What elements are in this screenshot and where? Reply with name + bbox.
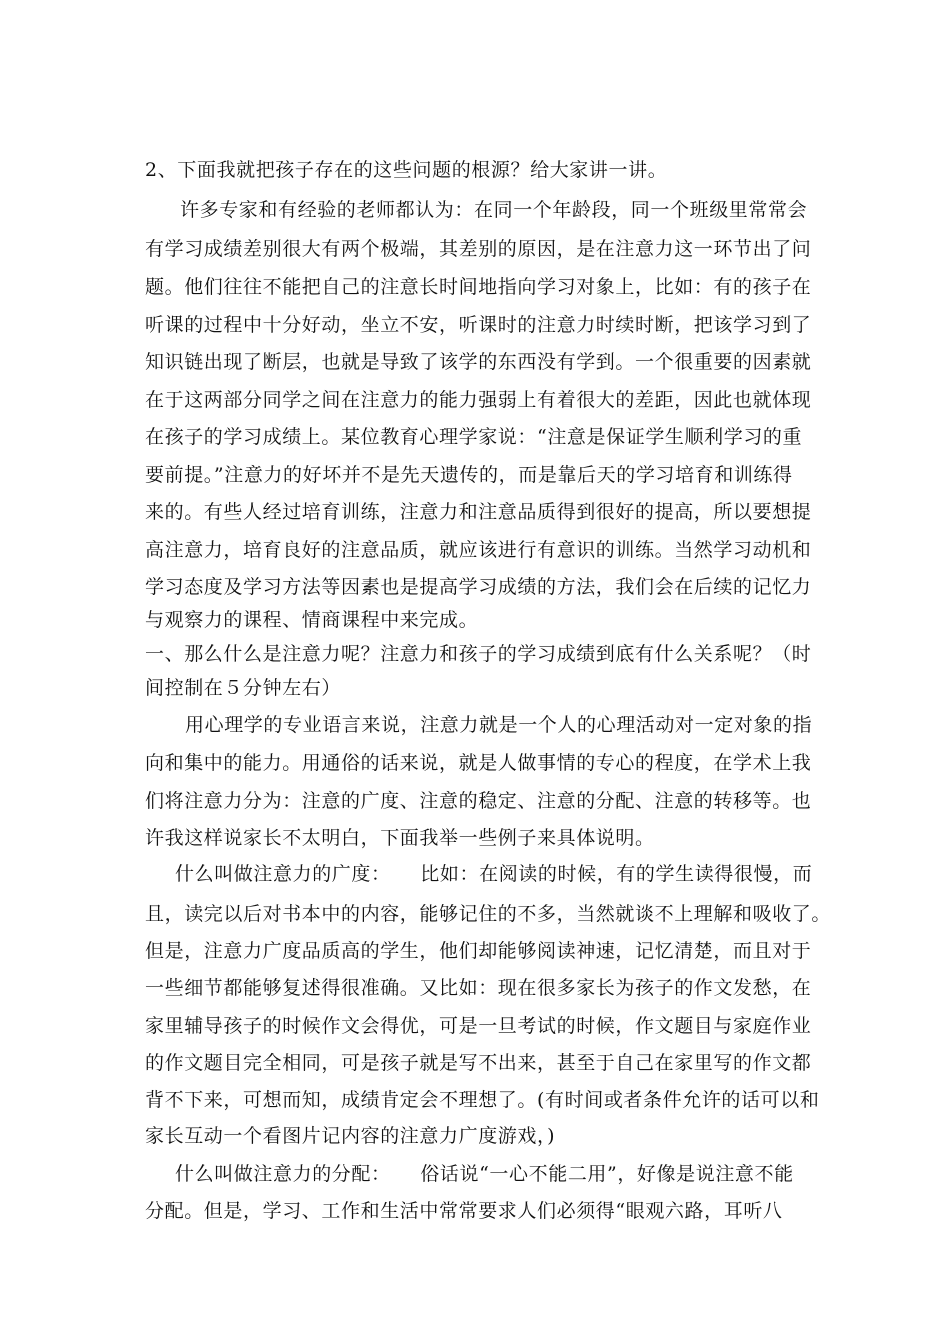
- text-line: 知识链出现了断层，也就是导致了该学的东西没有学到。一个很重要的因素就: [145, 351, 812, 373]
- text-line: 题。他们往往不能把自己的注意长时间地指向学习对象上，比如：有的孩子在: [145, 276, 812, 298]
- text-line: 且，读完以后对书本中的内容，能够记住的不多，当然就谈不上理解和吸收了。: [145, 903, 832, 925]
- text-line: 一些细节都能够复述得很准确。又比如：现在很多家长为孩子的作文发愁，在: [145, 977, 812, 999]
- text-line: 分配。但是，学习、工作和生活中常常要求人们必须得“眼观六路，耳听八: [145, 1200, 783, 1222]
- text-line: 要前提。”注意力的好坏并不是先天遗传的，而是靠后天的学习培育和训练得: [145, 464, 793, 486]
- text-line: 2、下面我就把孩子存在的这些问题的根源？给大家讲一讲。: [145, 159, 668, 181]
- text-line: 高注意力，培育良好的注意品质，就应该进行有意识的训练。当然学习动机和: [145, 539, 812, 561]
- text-line: 背不下来，可想而知，成绩肯定会不理想了。(有时间或者条件允许的话可以和: [145, 1089, 820, 1111]
- text-line: 在于这两部分同学之间在注意力的能力强弱上有着很大的差距，因此也就体现: [145, 389, 812, 411]
- section-heading: 一、那么什么是注意力呢？注意力和孩子的学习成绩到底有什么关系呢？（时: [145, 643, 812, 665]
- text-line: 向和集中的能力。用通俗的话来说，就是人做事情的专心的程度，在学术上我: [145, 752, 812, 774]
- text-line: 有学习成绩差别很大有两个极端，其差别的原因，是在注意力这一环节出了问: [145, 238, 812, 260]
- text-line: 家长互动一个看图片记内容的注意力广度游戏，): [145, 1125, 556, 1147]
- text-line: 与观察力的课程、情商课程中来完成。: [145, 609, 479, 631]
- text-line: 家里辅导孩子的时候作文会得优，可是一旦考试的时候，作文题目与家庭作业: [145, 1015, 812, 1037]
- text-line: 来的。有些人经过培育训练，注意力和注意品质得到很好的提高，所以要想提: [145, 501, 812, 523]
- text-line: 的作文题目完全相同，可是孩子就是写不出来，甚至于自己在家里写的作文都: [145, 1052, 812, 1074]
- text-line: 什么叫做注意力的广度： 比如：在阅读的时候，有的学生读得很慢，而: [175, 863, 813, 885]
- text-line: 学习态度及学习方法等因素也是提高学习成绩的方法，我们会在后续的记忆力: [145, 576, 812, 598]
- section-heading: 间控制在５分钟左右）: [145, 677, 342, 699]
- text-line: 什么叫做注意力的分配： 俗话说“一心不能二用”，好像是说注意不能: [175, 1163, 794, 1185]
- text-line: 在孩子的学习成绩上。某位教育心理学家说：“注意是保证学生顺利学习的重: [145, 426, 803, 448]
- text-line: 但是，注意力广度品质高的学生，他们却能够阅读神速，记忆清楚，而且对于: [145, 940, 812, 962]
- text-line: 听课的过程中十分好动，坐立不安，听课时的注意力时续时断，把该学习到了: [145, 314, 812, 336]
- text-line: 们将注意力分为：注意的广度、注意的稳定、注意的分配、注意的转移等。也: [145, 790, 812, 812]
- text-line: 许我这样说家长不太明白，下面我举一些例子来具体说明。: [145, 827, 655, 849]
- text-line: 用心理学的专业语言来说，注意力就是一个人的心理活动对一定对象的指: [185, 714, 813, 736]
- text-line: 许多专家和有经验的老师都认为：在同一个年龄段，同一个班级里常常会: [180, 199, 808, 221]
